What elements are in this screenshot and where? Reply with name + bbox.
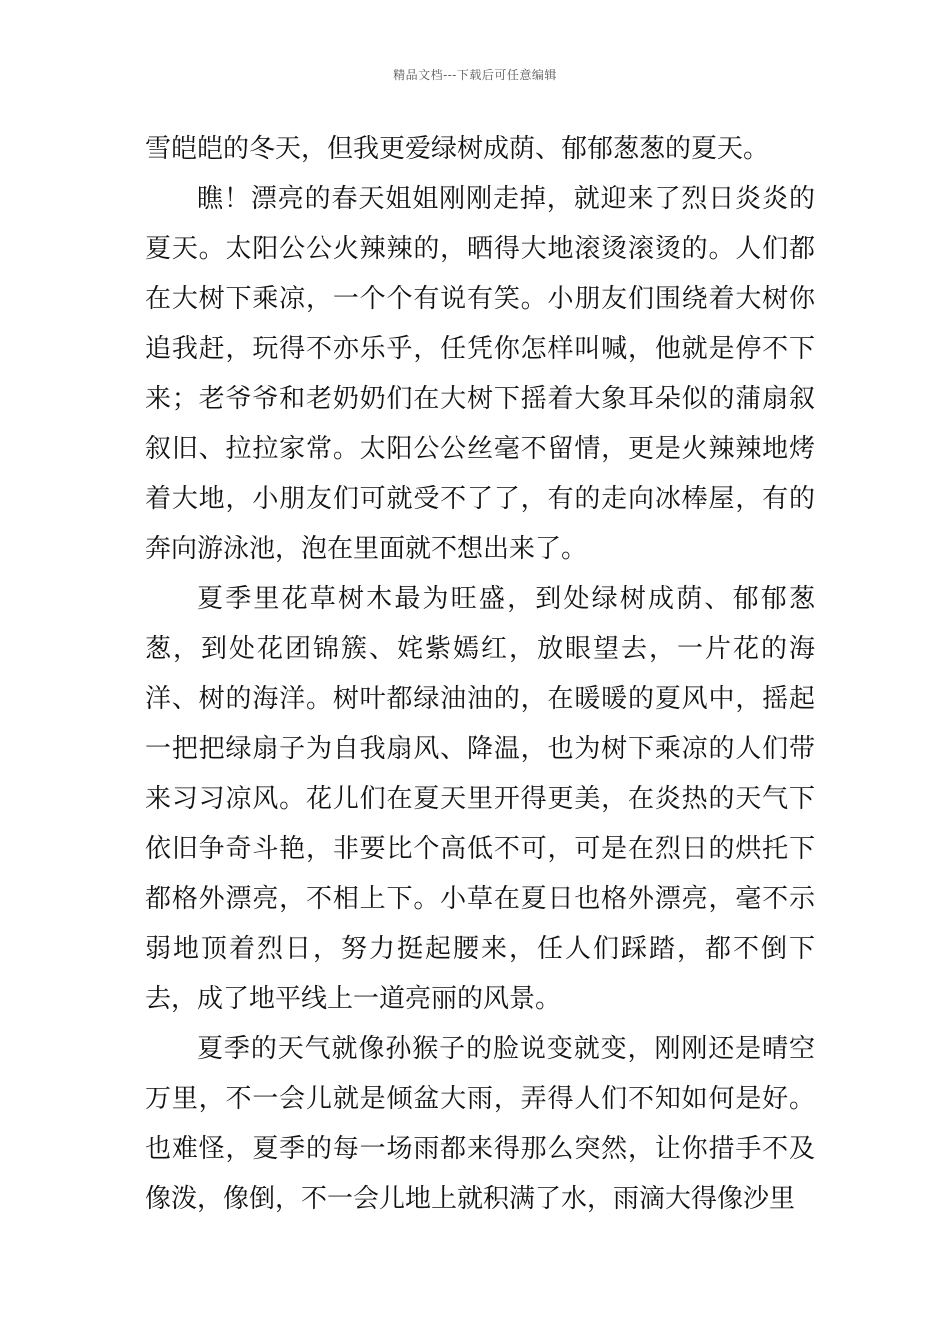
paragraph-1: 雪皑皑的冬天，但我更爱绿树成荫、郁郁葱葱的夏天。: [145, 134, 770, 164]
document-body: [145, 124, 815, 1224]
paragraph-4: 夏季的天气就像孙猴子的脸说变就变，刚刚还是晴空万里，不一会儿就是倾盆大雨，弄得人们不知如何是好。也难怪，夏季的每一场雨都来得那么突然，让你措手不及像泼，像倒，不一会儿地上就积满了水，雨滴大得像沙里: [145, 1034, 815, 1214]
page-header: 精品文档---下载后可任意编辑: [393, 68, 557, 82]
paragraph-2: 瞧！漂亮的春天姐姐刚刚走掉，就迎来了烈日炎炎的夏天。太阳公公火辣辣的，晒得大地滚烫滚烫的。人们都在大树下乘凉，一个个有说有笑。小朋友们围绕着大树你追我赶，玩得不亦乐乎，任凭你怎样叫喊，他就是停不下来；老爷爷和老奶奶们在大树下摇着大象耳朵似的蒲扇叙叙旧、拉拉家常。太阳公公丝毫不留情，更是火辣辣地烤着大地，小朋友们可就受不了了，有的走向冰棒屋，有的奔向游泳池，泡在里面就不想出来了。: [145, 184, 815, 564]
paragraph-3: 夏季里花草树木最为旺盛，到处绿树成荫、郁郁葱葱，到处花团锦簇、姹紫嫣红，放眼望去，一片花的海洋、树的海洋。树叶都绿油油的，在暖暖的夏风中，摇起一把把绿扇子为自我扇风、降温，也为树下乘凉的人们带来习习凉风。花儿们在夏天里开得更美，在炎热的天气下依旧争奇斗艳，非要比个高低不可，可是在烈日的烘托下都格外漂亮，不相上下。小草在夏日也格外漂亮，毫不示弱地顶着烈日，努力挺起腰来，任人们踩踏，都不倒下去，成了地平线上一道亮丽的风景。: [145, 584, 815, 1014]
